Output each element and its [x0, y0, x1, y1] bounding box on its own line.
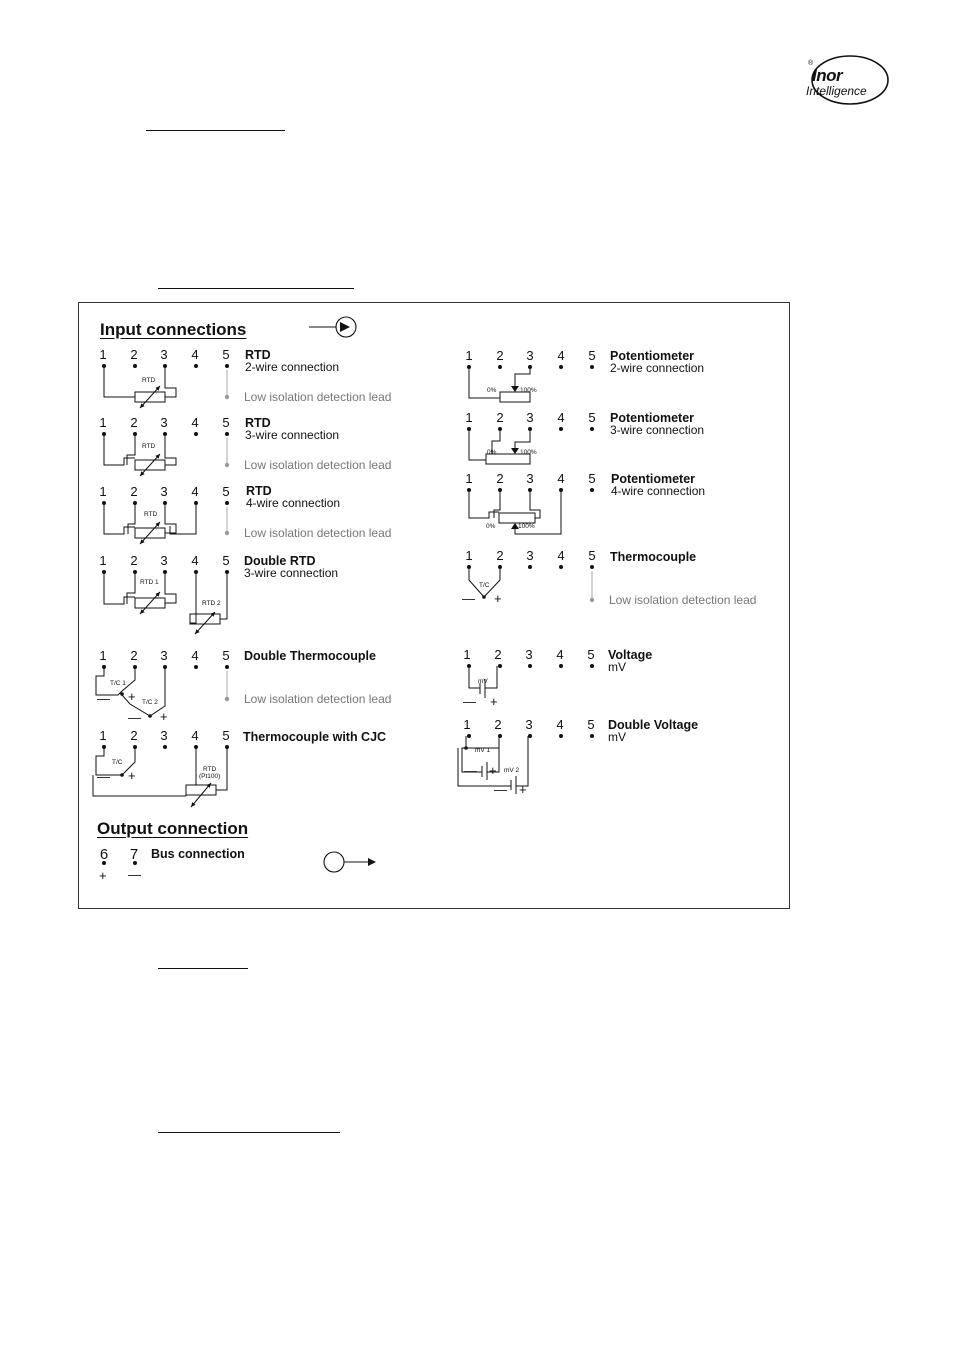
terminal-label: 1 [463, 717, 471, 732]
terminal-dot [225, 432, 229, 436]
terminal-dot [590, 664, 594, 668]
terminal-label: 2 [496, 410, 504, 425]
terminal-label: 5 [587, 717, 595, 732]
terminal-label: 2 [496, 471, 504, 486]
terminal-dot [559, 427, 563, 431]
tc-cjc-label-pt100: (Pt100) [199, 773, 221, 780]
rtd3-note: Low isolation detection lead [244, 458, 392, 472]
wire [104, 366, 135, 397]
pot2-label-100: 100% [520, 387, 537, 394]
terminal-label: 3 [526, 410, 534, 425]
terminal-dot [590, 734, 594, 738]
double-tc-note: Low isolation detection lead [244, 692, 392, 706]
double-tc-name: Double Thermocouple [244, 649, 376, 663]
terminal-label: 2 [130, 728, 138, 743]
tc-name: Thermocouple [610, 550, 697, 564]
terminal-label: 1 [99, 347, 107, 362]
terminal-label: 1 [99, 553, 107, 568]
rtd3-label: RTD [142, 443, 156, 450]
lead-dot [225, 531, 229, 535]
terminal-label: 3 [160, 347, 168, 362]
logo-tagline: Intelligence [806, 84, 867, 98]
pot3-sub: 3-wire connection [610, 423, 705, 437]
wiper-arrow [511, 448, 519, 454]
minus-sign: — [463, 694, 476, 709]
terminal-dot [559, 365, 563, 369]
terminal-label: 1 [99, 484, 107, 499]
rtd3-sub: 3-wire connection [245, 428, 340, 442]
tc-cjc-label-rtd: RTD [203, 766, 217, 773]
minus-sign: — [494, 782, 507, 797]
wire [216, 747, 227, 790]
voltage-name: Voltage [608, 648, 653, 662]
bus-connection-name: Bus connection [151, 847, 245, 861]
terminal-label: 4 [556, 647, 564, 662]
terminal-label: 5 [588, 348, 596, 363]
terminal-label: 1 [465, 548, 473, 563]
plus-sign: + [99, 868, 107, 883]
terminal-label: 5 [588, 548, 596, 563]
pot4-name: Potentiometer [611, 472, 696, 486]
plus-sign: + [494, 591, 502, 606]
plus-sign: + [489, 763, 497, 778]
double-voltage-name: Double Voltage [608, 718, 699, 732]
terminal-label: 4 [557, 410, 565, 425]
double-rtd-name: Double RTD [244, 554, 316, 568]
terminal-dot [528, 734, 532, 738]
wire [104, 434, 135, 465]
wire [469, 429, 486, 460]
terminal-dot [225, 501, 229, 505]
terminal-dot [498, 664, 502, 668]
tc-note: Low isolation detection lead [609, 593, 757, 607]
terminal-dot [590, 488, 594, 492]
plus-sign: + [519, 782, 527, 797]
voltage-sub: mV [608, 660, 626, 674]
wire [190, 572, 196, 623]
terminal-dot [528, 565, 532, 569]
wire [515, 429, 530, 448]
plus-sign: + [490, 694, 498, 709]
plus-sign: + [128, 768, 136, 783]
lead-dot [590, 598, 594, 602]
terminal-label: 4 [191, 347, 199, 362]
terminal-dot [590, 365, 594, 369]
terminal-label: 5 [222, 347, 230, 362]
terminal-label: 3 [526, 348, 534, 363]
resistor [186, 785, 216, 795]
terminal-label: 4 [191, 728, 199, 743]
rtd2-label: RTD [142, 377, 156, 384]
double-voltage-sub: mV [608, 730, 626, 744]
terminal-dot [133, 364, 137, 368]
double-tc-label-1: T/C 1 [110, 680, 126, 687]
terminal-dot [467, 734, 471, 738]
wire [165, 572, 176, 603]
terminal-label: 3 [526, 471, 534, 486]
wire [170, 503, 196, 534]
input-connections-title: Input connections [100, 320, 247, 339]
voltage-label: mV [478, 678, 488, 685]
tc-cjc-label-tc: T/C [112, 759, 123, 766]
terminal-label: 2 [496, 548, 504, 563]
terminal-label: 1 [99, 415, 107, 430]
rtd2-name: RTD [245, 348, 271, 362]
terminal-label: 5 [222, 553, 230, 568]
terminal-label: 2 [494, 647, 502, 662]
lead-dot [225, 463, 229, 467]
terminal-label: 1 [463, 647, 471, 662]
terminal-label: 3 [160, 648, 168, 663]
terminal-dot [559, 565, 563, 569]
pot2-sub: 2-wire connection [610, 361, 705, 375]
terminal-dot [528, 664, 532, 668]
double-voltage-label-1: mV 1 [475, 747, 491, 754]
minus-sign: — [128, 710, 141, 725]
wire [127, 572, 135, 604]
terminal-label: 2 [494, 717, 502, 732]
junction-dot [120, 692, 124, 696]
terminal-label: 3 [525, 647, 533, 662]
terminal-dot [590, 427, 594, 431]
junction-dot [148, 714, 152, 718]
wire [104, 503, 135, 534]
minus-sign: — [464, 763, 477, 778]
pot3-label-100: 100% [520, 449, 537, 456]
terminal-label: 4 [557, 548, 565, 563]
terminal-label: 2 [130, 484, 138, 499]
double-rtd-label-1: RTD 1 [140, 579, 159, 586]
terminal-label: 5 [588, 471, 596, 486]
terminal-label: 3 [160, 553, 168, 568]
terminal-label: 2 [130, 415, 138, 430]
terminal-label: 1 [465, 348, 473, 363]
terminal-label: 5 [222, 415, 230, 430]
terminal-dot [225, 665, 229, 669]
minus-sign: — [97, 769, 110, 784]
minus-sign: — [462, 591, 475, 606]
terminal-label: 3 [525, 717, 533, 732]
terminal-label: 1 [465, 410, 473, 425]
logo-brand: Inor [812, 66, 843, 85]
pot2-name: Potentiometer [610, 349, 695, 363]
pot3-name: Potentiometer [610, 411, 695, 425]
wire [127, 434, 135, 465]
pot4-label-0: 0% [486, 523, 496, 530]
terminal-label: 4 [557, 348, 565, 363]
double-rtd-sub: 3-wire connection [244, 566, 339, 580]
terminal-label: 1 [99, 648, 107, 663]
double-tc-label-2: T/C 2 [142, 699, 158, 706]
rtd3-name: RTD [245, 416, 271, 430]
terminal-label: 1 [99, 728, 107, 743]
terminal-label: 4 [191, 484, 199, 499]
terminal-dot [498, 365, 502, 369]
terminal-label: 2 [130, 347, 138, 362]
terminal-dot [590, 565, 594, 569]
rtd4-note: Low isolation detection lead [244, 526, 392, 540]
output-connection-title: Output connection [97, 819, 249, 838]
minus-sign: — [128, 867, 141, 882]
terminal-label: 4 [191, 648, 199, 663]
terminal-label: 4 [191, 415, 199, 430]
wire [220, 572, 227, 619]
terminal-label: 5 [222, 728, 230, 743]
logo-registered-mark: ® [808, 60, 814, 67]
terminal-label: 4 [556, 717, 564, 732]
tc-label: T/C [479, 582, 490, 589]
rtd4-sub: 4-wire connection [246, 496, 341, 510]
terminal-dot [194, 665, 198, 669]
terminal-dot [194, 432, 198, 436]
plus-sign: + [128, 689, 136, 704]
terminal-label: 1 [465, 471, 473, 486]
terminal-label: 6 [99, 846, 109, 863]
junction-dot [464, 746, 468, 750]
double-voltage-label-2: mV 2 [504, 767, 520, 774]
terminal-label: 5 [588, 410, 596, 425]
terminal-label: 4 [191, 553, 199, 568]
pot2-label-0: 0% [487, 387, 497, 394]
rtd2-sub: 2-wire connection [245, 360, 340, 374]
terminal-label: 5 [222, 648, 230, 663]
terminal-label: 3 [526, 548, 534, 563]
terminal-label: 2 [130, 648, 138, 663]
lead-dot [225, 395, 229, 399]
wire [128, 503, 135, 534]
terminal-dot [163, 745, 167, 749]
terminal-label: 2 [496, 348, 504, 363]
minus-sign: — [97, 691, 110, 706]
terminal-label: 4 [557, 471, 565, 486]
lead-dot [225, 697, 229, 701]
wiper-arrow [511, 386, 519, 392]
terminal-dot [194, 364, 198, 368]
terminal-label: 5 [587, 647, 595, 662]
terminal-label: 5 [222, 484, 230, 499]
wire [516, 736, 528, 786]
pot4-sub: 4-wire connection [611, 484, 706, 498]
rtd4-name: RTD [246, 484, 272, 498]
junction-dot [482, 595, 486, 599]
terminal-label: 2 [130, 553, 138, 568]
terminal-label: 3 [160, 728, 168, 743]
terminal-dot [225, 364, 229, 368]
double-rtd-label-2: RTD 2 [202, 600, 221, 607]
terminal-label: 7 [129, 846, 139, 863]
terminal-dot [559, 664, 563, 668]
terminal-dot [559, 734, 563, 738]
rtd2-note: Low isolation detection lead [244, 390, 392, 404]
pot3-label-0: 0% [487, 449, 497, 456]
wire [515, 367, 530, 386]
pot4-label-100: 100% [518, 523, 535, 530]
tc-cjc-name: Thermocouple with CJC [243, 730, 387, 744]
wire [165, 434, 176, 465]
resistor [499, 513, 535, 523]
wire [104, 572, 135, 604]
plus-sign: + [160, 709, 168, 724]
terminal-label: 3 [160, 484, 168, 499]
junction-dot [120, 773, 124, 777]
rtd4-label: RTD [144, 511, 158, 518]
wire [165, 366, 176, 397]
terminal-label: 3 [160, 415, 168, 430]
